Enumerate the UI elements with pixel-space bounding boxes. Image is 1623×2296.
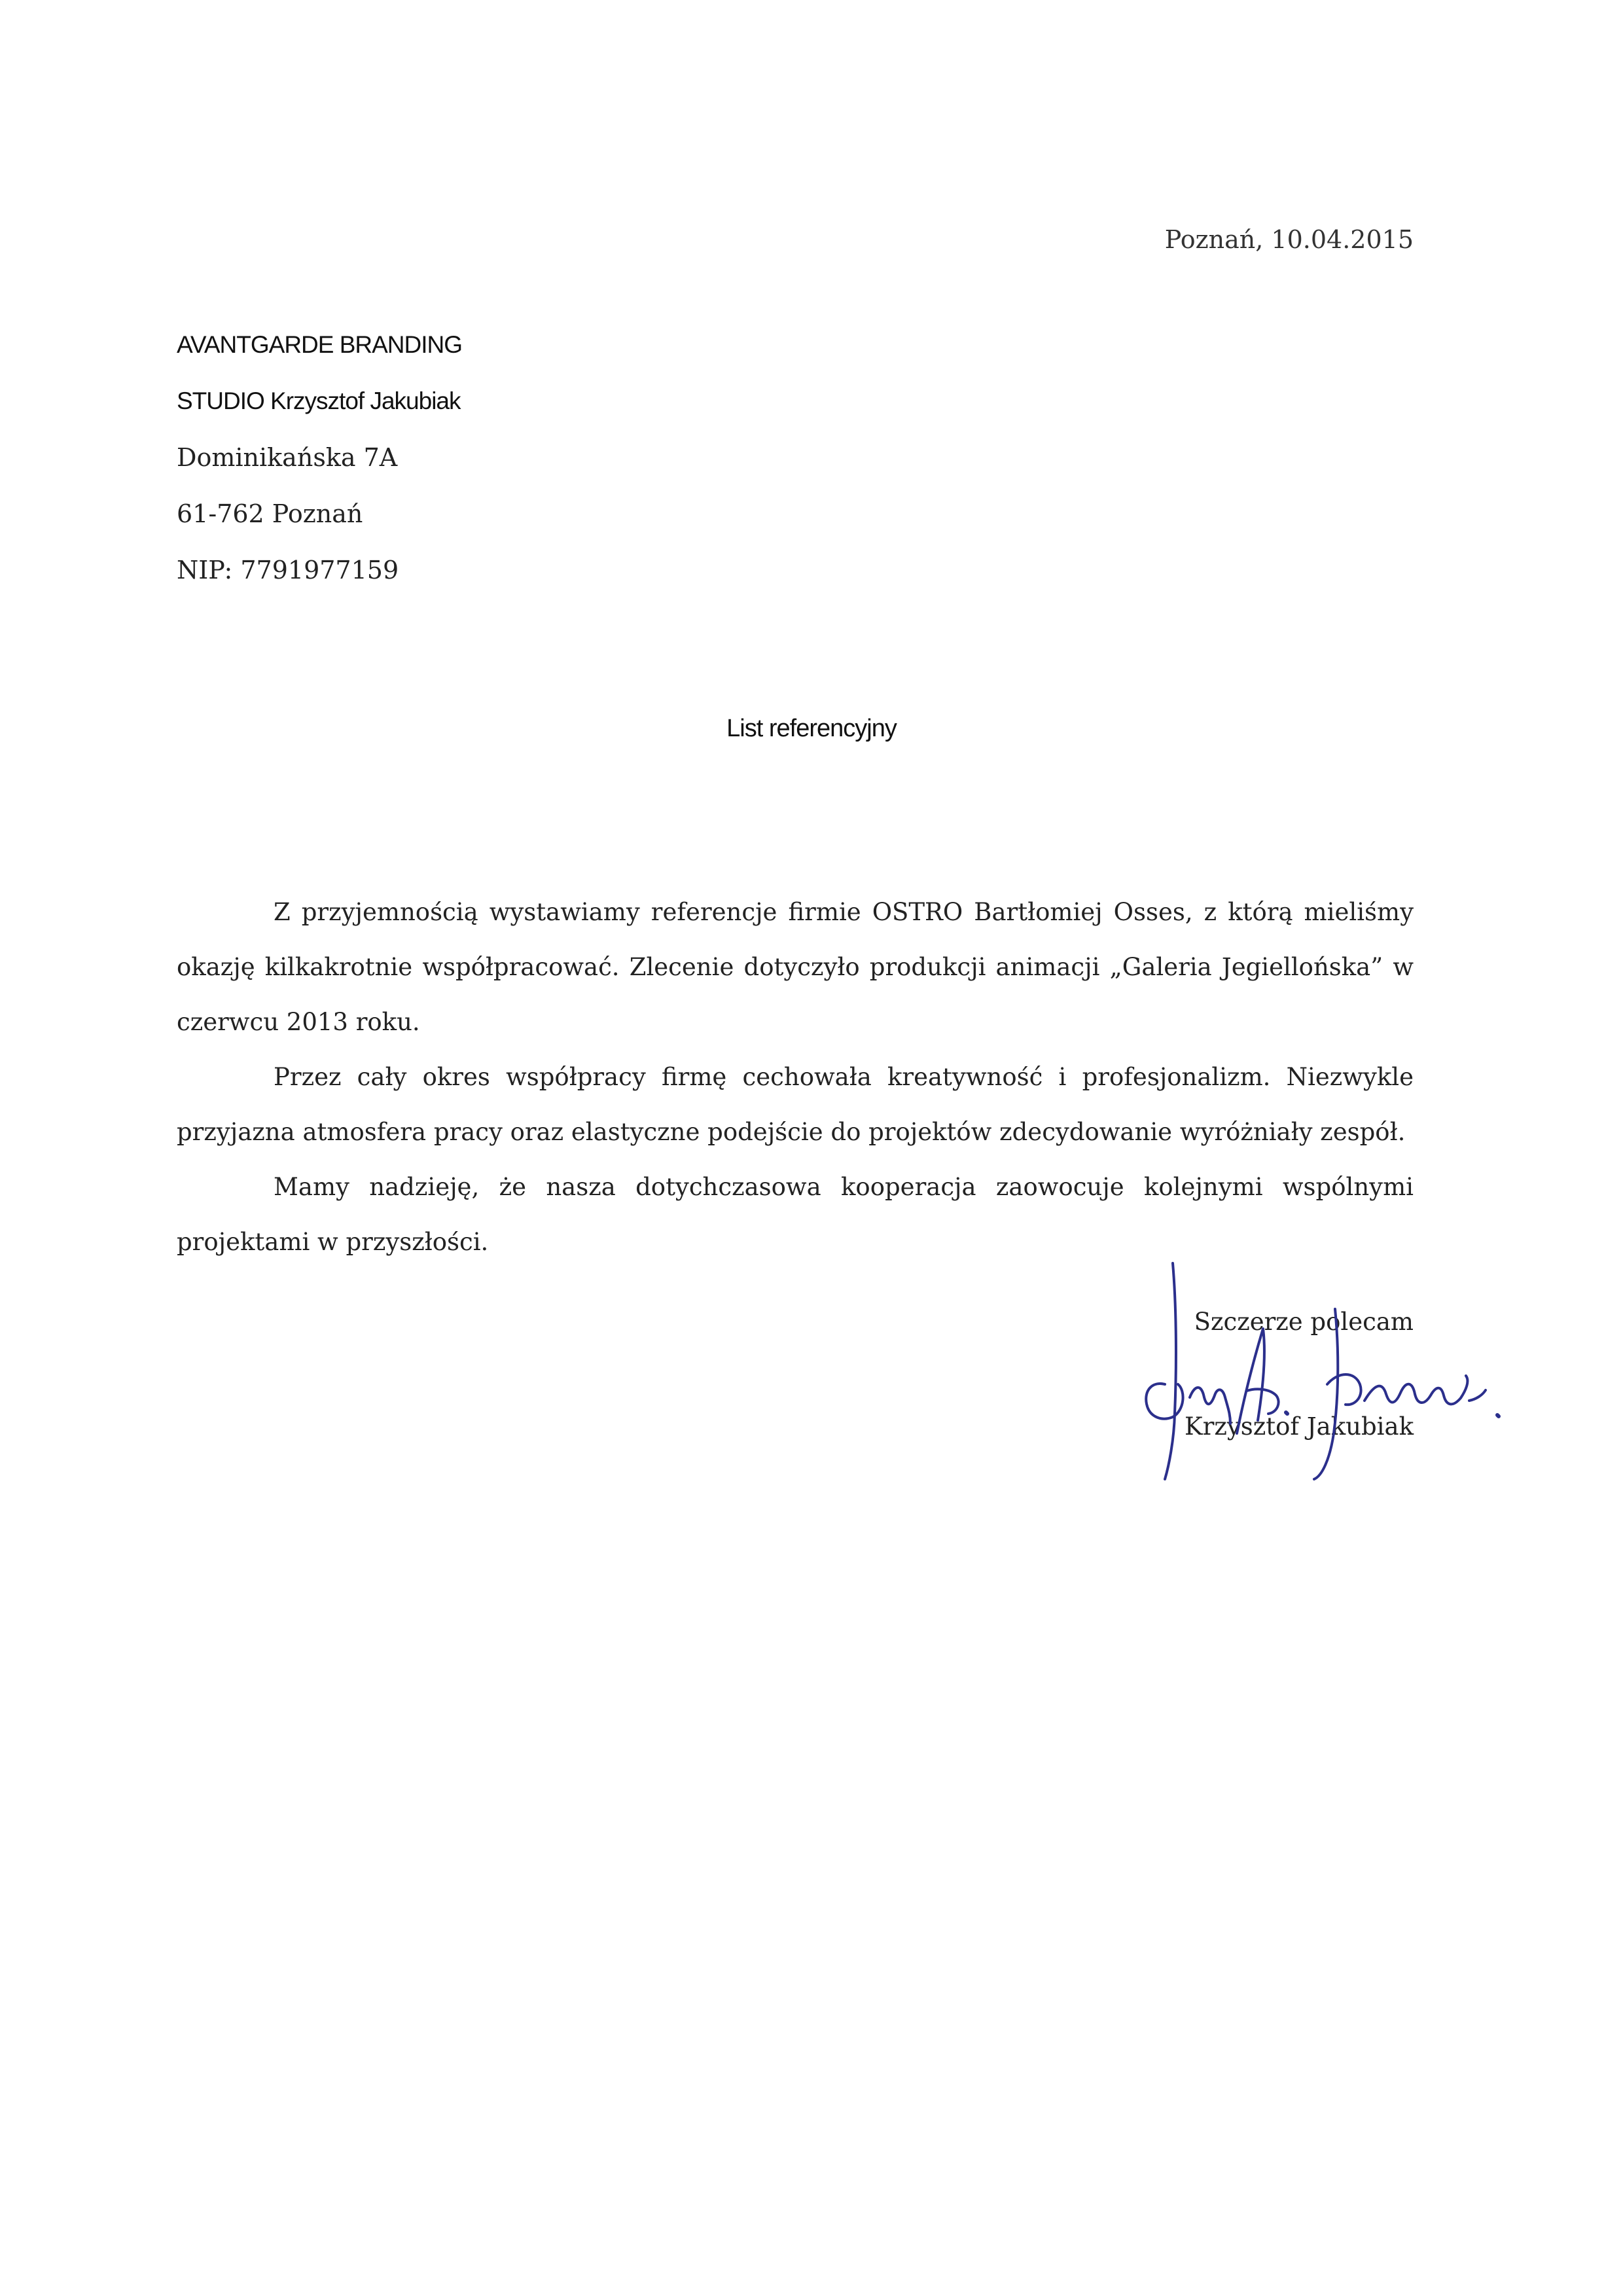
body-paragraph: Z przyjemnością wystawiamy referencje firmie OSTRO Bartłomiej Osses, z którą mieliśmy okazję kilkakrotnie współpracować. Zlecenie dotyczyło produkcji animacji „Galeria Jegiellońska” w czerwcu 2013 roku. <box>177 898 1414 1036</box>
sender-address-block <box>177 317 462 598</box>
letter-body <box>177 885 1414 1270</box>
place-date: Poznań, 10.04.2015 <box>1164 225 1414 254</box>
closing-greeting: Szczerze polecam <box>1194 1308 1414 1336</box>
sender-nip: NIP: 7791977159 <box>177 556 399 584</box>
document-title: List referencyjny <box>726 715 897 742</box>
sender-street: Dominikańska 7A <box>177 443 398 472</box>
sender-postal-city: 61-762 Poznań <box>177 499 363 528</box>
signatory-name: Krzysztof Jakubiak <box>1185 1412 1414 1441</box>
body-paragraph: Mamy nadzieję, że nasza dotychczasowa kooperacja zaowocuje kolejnymi wspólnymi projektami w przyszłości. <box>177 1173 1414 1256</box>
sender-company-line-1: AVANTGARDE BRANDING <box>177 331 463 358</box>
sender-company-line-2: STUDIO Krzysztof Jakubiak <box>177 387 461 414</box>
body-paragraph: Przez cały okres współpracy firmę cechowała kreatywność i profesjonalizm. Niezwykle przyjazna atmosfera pracy oraz elastyczne podejście do projektów zdecydowanie wyróżniały zespół. <box>177 1063 1414 1146</box>
handwritten-signature <box>1139 1250 1505 1486</box>
